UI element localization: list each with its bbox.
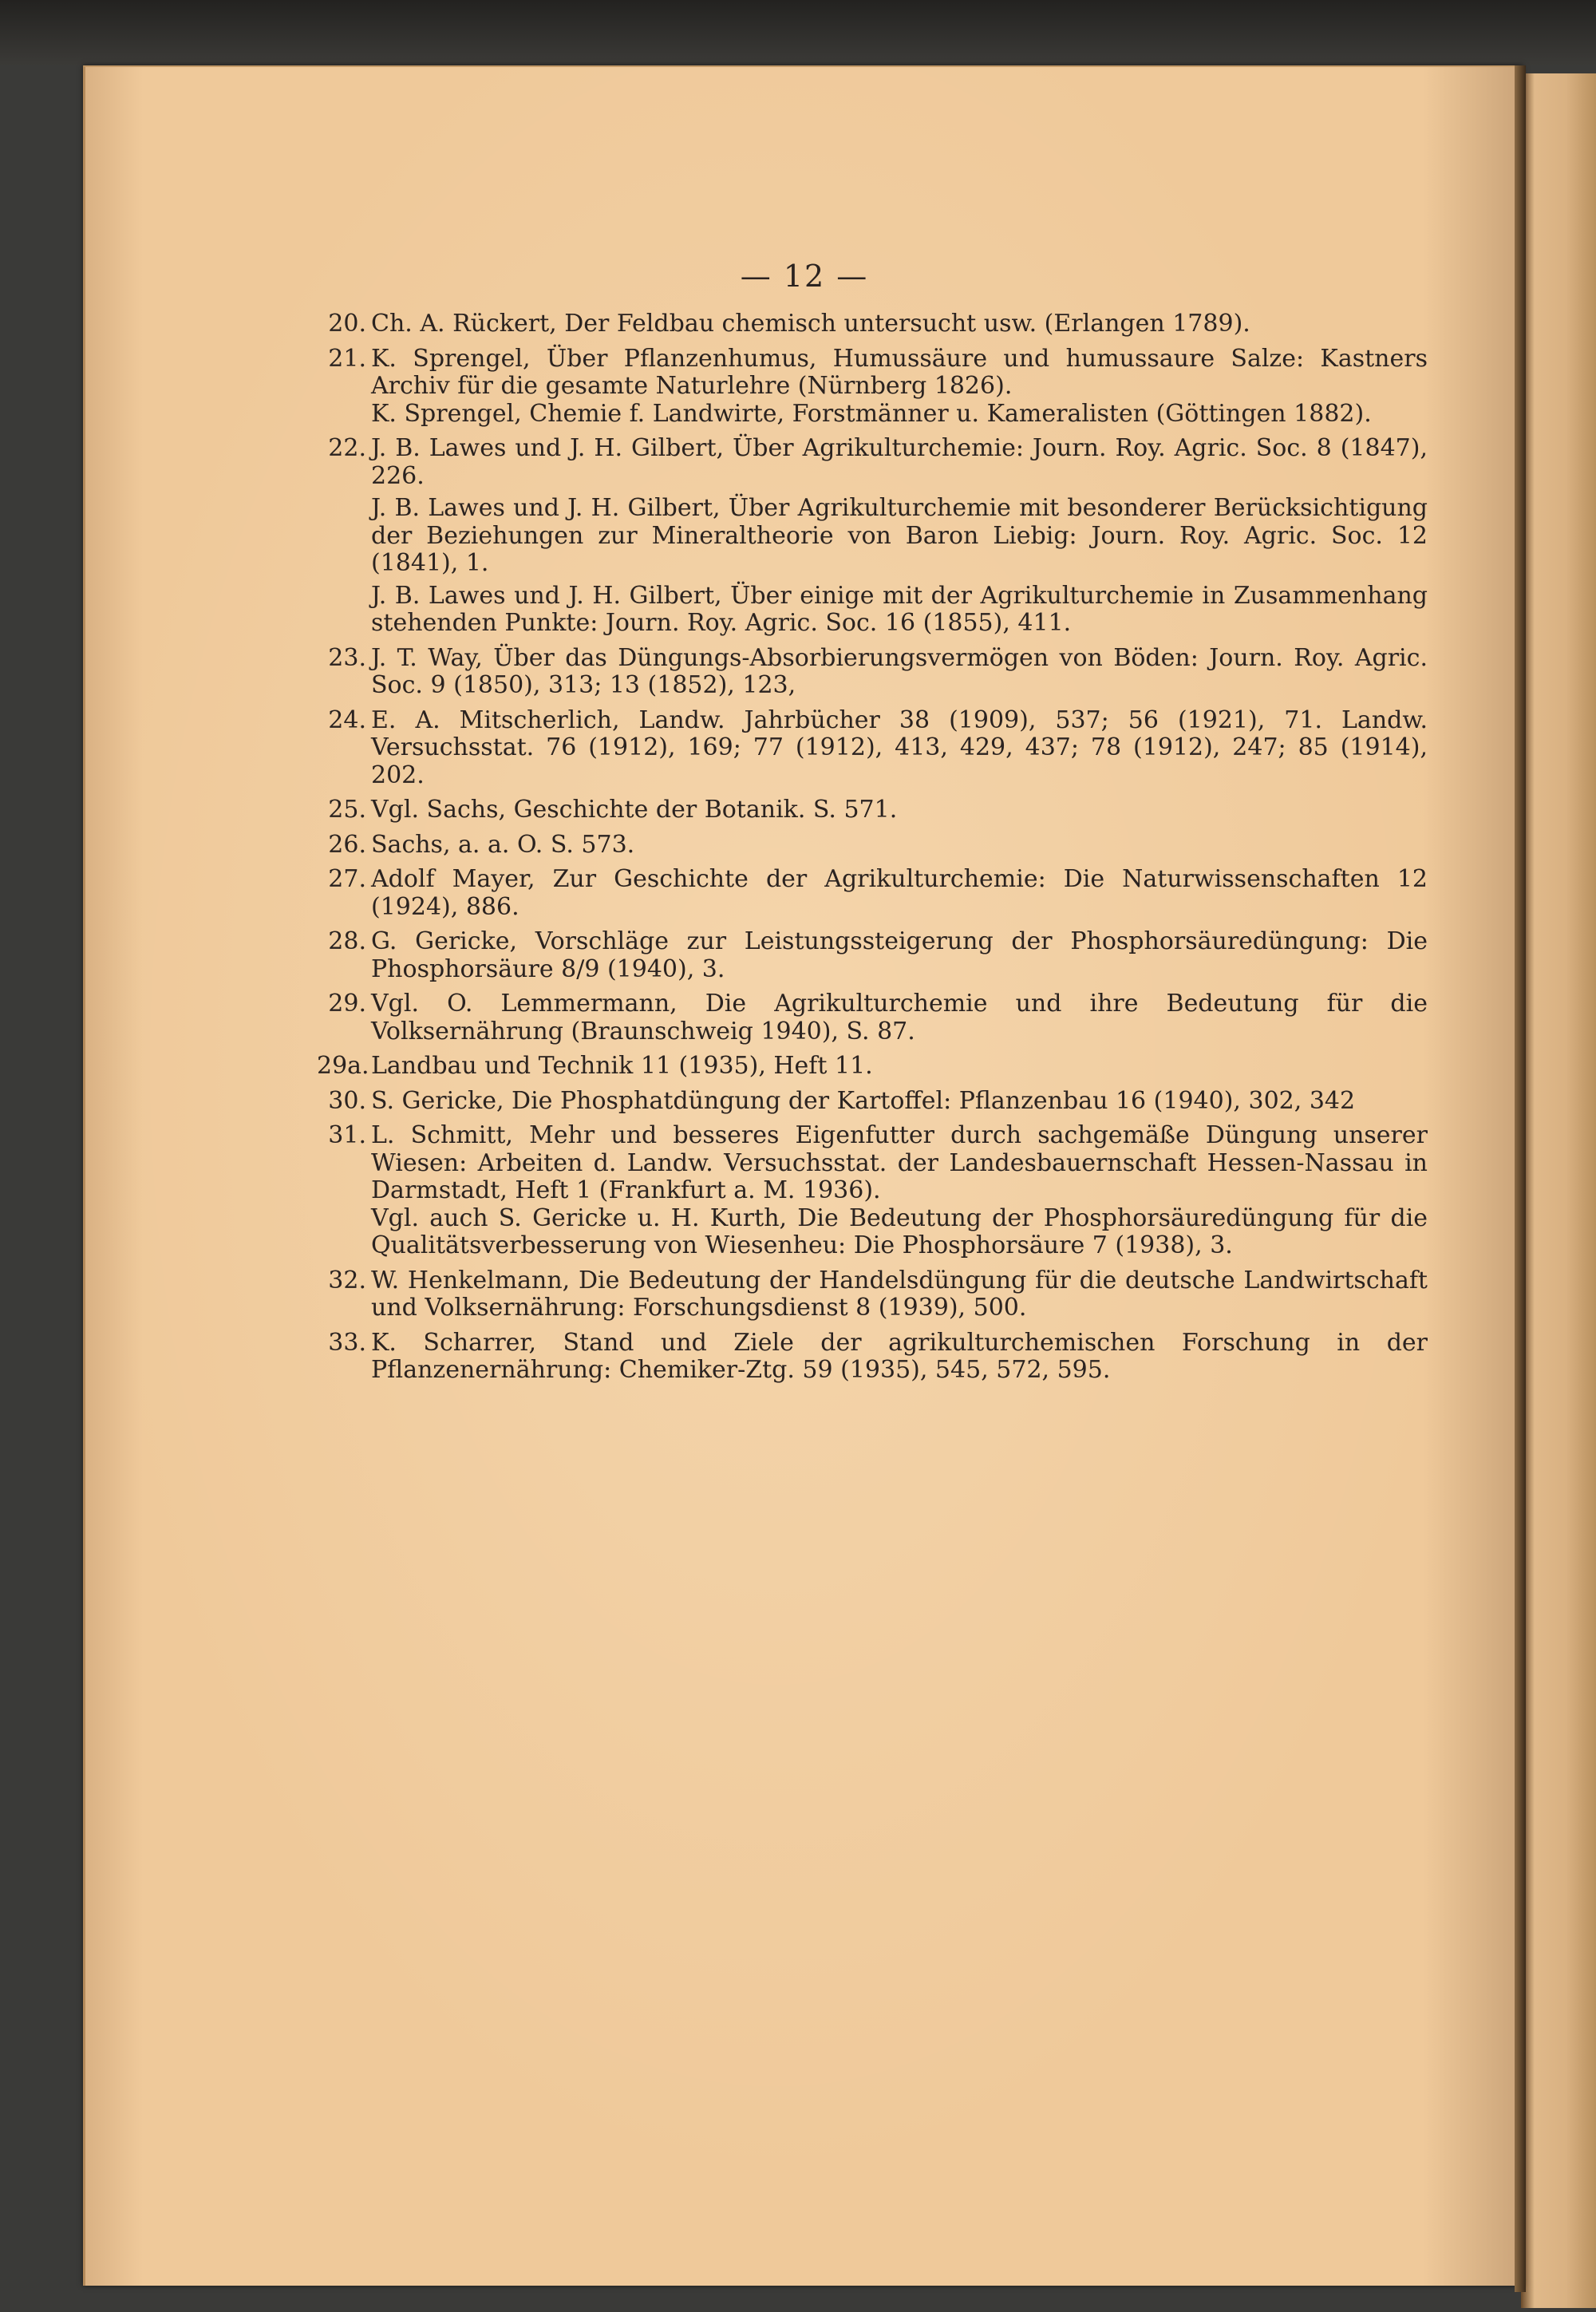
reference-number: 28. <box>328 927 366 955</box>
reference-text: Vgl. Sachs, Geschichte der Botanik. S. 571. <box>371 796 898 824</box>
next-page-edge <box>1521 73 1596 2308</box>
reference-text: E. A. Mitscherlich, Landw. Jahrbücher 38 (1909), 537; 56 (1921), 71. Landw. Versuchsstat. 76 (1912), 169; 77 (1912), 413, 429, 437; 78 (1912), 247; 85 (1914), 202. <box>371 705 1428 789</box>
reference-text: Sachs, a. a. O. S. 573. <box>371 830 635 859</box>
reference-item <box>325 346 1428 429</box>
reference-text: Adolf Mayer, Zur Geschichte der Agrikulturchemie: Die Naturwissenschaften 12 (1924), 886. <box>371 865 1428 921</box>
book-spine <box>1515 65 1526 2292</box>
reference-subentry: Vgl. auch S. Gericke u. H. Kurth, Die Bedeutung der Phosphorsäuredüngung für die Qualitätsverbesserung von Wiesenheu: Die Phosphorsäure 7 (1938), 3. <box>371 1203 1428 1259</box>
reference-number: 33. <box>328 1328 366 1357</box>
reference-item <box>325 928 1428 983</box>
reference-number: 23. <box>328 643 366 672</box>
reference-item <box>325 707 1428 790</box>
reference-text: Ch. A. Rückert, Der Feldbau chemisch untersucht usw. (Erlangen 1789). <box>371 310 1250 338</box>
reference-item <box>317 1052 1428 1081</box>
reference-number: 24. <box>328 705 366 734</box>
reference-text: S. Gericke, Die Phosphatdüngung der Kartoffel: Pflanzenbau 16 (1940), 302, 342 <box>371 1086 1356 1115</box>
reference-subentry: J. B. Lawes und J. H. Gilbert, Über einige mit der Agrikulturchemie in Zusammenhang stehenden Punkte: Journ. Roy. Agric. Soc. 16 (1855), 411. <box>371 581 1428 637</box>
reference-item <box>325 832 1428 860</box>
reference-item <box>325 1330 1428 1385</box>
page-number: — 12 — <box>740 259 869 294</box>
reference-number: 29a. <box>317 1052 369 1080</box>
reference-number: 31. <box>328 1121 366 1149</box>
reference-list <box>317 310 1428 1392</box>
reference-subentry: K. Sprengel, Chemie f. Landwirte, Forstmänner u. Kameralisten (Göttingen 1882). <box>371 399 1372 428</box>
reference-text: J. B. Lawes und J. H. Gilbert, Über Agrikulturchemie: Journ. Roy. Agric. Soc. 8 (1847), 226. <box>371 434 1428 490</box>
reference-text: Vgl. O. Lemmermann, Die Agrikulturchemie und ihre Bedeutung für die Volksernährung (Braunschweig 1940), S. 87. <box>371 990 1428 1045</box>
reference-text: K. Sprengel, Über Pflanzenhumus, Humussäure und humussaure Salze: Kastners Archiv für die gesamte Naturlehre (Nürnberg 1826). <box>371 344 1428 400</box>
reference-text: G. Gericke, Vorschläge zur Leistungssteigerung der Phosphorsäuredüngung: Die Phosphorsäure 8/9 (1940), 3. <box>371 927 1428 983</box>
reference-item <box>325 435 1428 638</box>
reference-number: 25. <box>328 796 366 824</box>
reference-item <box>325 796 1428 824</box>
reference-text: Landbau und Technik 11 (1935), Heft 11. <box>371 1052 873 1080</box>
reference-number: 20. <box>328 310 366 338</box>
reference-item <box>325 1122 1428 1260</box>
reference-number: 21. <box>328 344 366 373</box>
reference-text: W. Henkelmann, Die Bedeutung der Handelsdüngung für die deutsche Landwirtschaft und Volksernährung: Forschungsdienst 8 (1939), 500. <box>371 1266 1428 1322</box>
reference-number: 27. <box>328 865 366 893</box>
reference-subentry: J. B. Lawes und J. H. Gilbert, Über Agrikulturchemie mit besonderer Berücksichtigung der Beziehungen zur Mineraltheorie von Baron Liebig: Journ. Roy. Agric. Soc. 12 (1841), 1. <box>371 494 1428 577</box>
reference-item <box>325 310 1428 338</box>
reference-text: K. Scharrer, Stand und Ziele der agrikulturchemischen Forschung in der Pflanzenernährung: Chemiker-Ztg. 59 (1935), 545, 572, 595. <box>371 1328 1428 1384</box>
reference-number: 29. <box>328 990 366 1018</box>
reference-item <box>325 866 1428 921</box>
reference-text: L. Schmitt, Mehr und besseres Eigenfutter durch sachgemäße Düngung unserer Wiesen: Arbeiten d. Landw. Versuchsstat. der Landesbauernschaft Hessen-Nassau in Darmstadt, Heft 1 (Frankfurt a. M. 1936). <box>371 1121 1428 1204</box>
scan-background <box>0 0 1596 65</box>
reference-item <box>325 990 1428 1045</box>
reference-number: 32. <box>328 1266 366 1294</box>
reference-item <box>325 1088 1428 1116</box>
reference-number: 30. <box>328 1086 366 1115</box>
reference-number: 26. <box>328 830 366 859</box>
reference-item <box>325 1267 1428 1322</box>
reference-item <box>325 645 1428 700</box>
reference-number: 22. <box>328 434 366 462</box>
reference-text: J. T. Way, Über das Düngungs-Absorbierungsvermögen von Böden: Journ. Roy. Agric. Soc. 9 (1850), 313; 13 (1852), 123, <box>371 643 1428 699</box>
book-page <box>83 65 1523 2286</box>
